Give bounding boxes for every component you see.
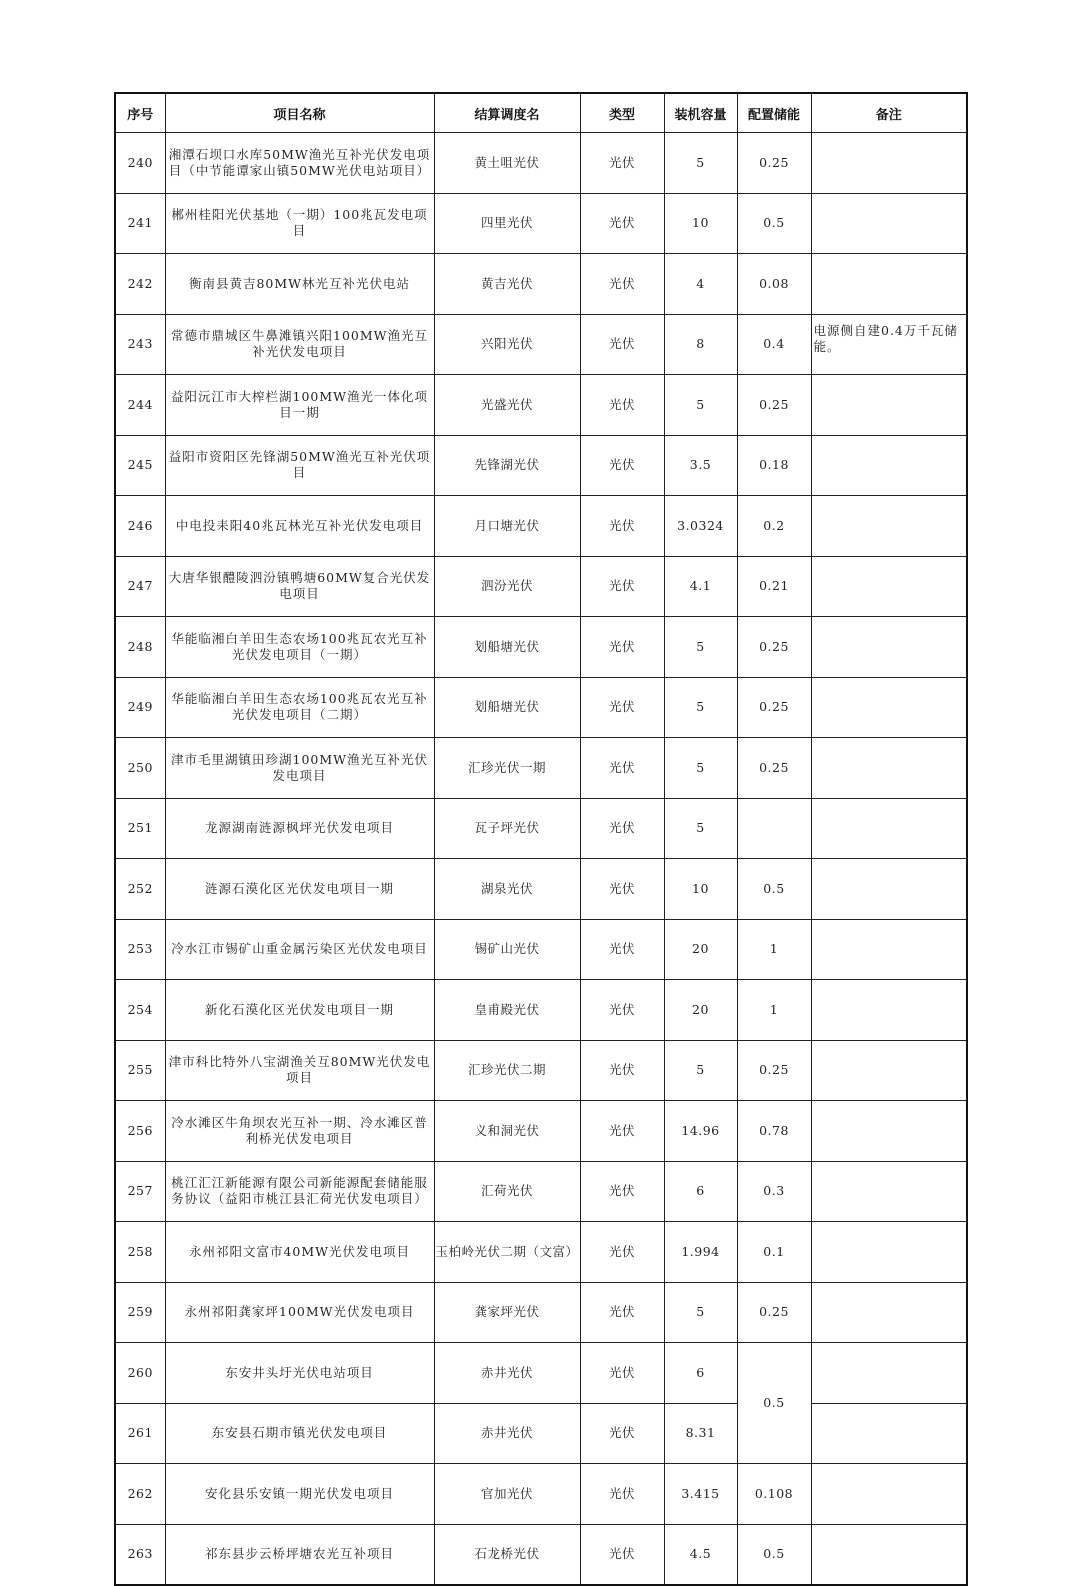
cell-storage: [737, 798, 811, 859]
cell-no: 254: [115, 980, 165, 1041]
cell-storage: 0.2: [737, 496, 811, 557]
table-row: [115, 1161, 967, 1222]
cell-type: 光伏: [580, 1040, 664, 1101]
cell-dispatch-name: 锡矿山光伏: [434, 919, 580, 980]
cell-capacity: 4.1: [664, 556, 737, 617]
cell-project-name: 龙源湖南涟源枫坪光伏发电项目: [165, 798, 434, 859]
cell-project-name: 桃江汇江新能源有限公司新能源配套储能服务协议（益阳市桃江县汇荷光伏发电项目）: [165, 1161, 434, 1222]
cell-project-name: 中电投耒阳40兆瓦林光互补光伏发电项目: [165, 496, 434, 557]
cell-no: 258: [115, 1222, 165, 1283]
cell-type: 光伏: [580, 1403, 664, 1464]
cell-type: 光伏: [580, 254, 664, 315]
cell-project-name: 永州祁阳文富市40MW光伏发电项目: [165, 1222, 434, 1283]
cell-note: [811, 859, 967, 920]
cell-note: [811, 919, 967, 980]
cell-dispatch-name: 光盛光伏: [434, 375, 580, 436]
cell-no: 261: [115, 1403, 165, 1464]
cell-type: 光伏: [580, 1343, 664, 1404]
cell-capacity: 3.5: [664, 435, 737, 496]
cell-dispatch-name: 赤井光伏: [434, 1343, 580, 1404]
cell-note: 电源侧自建0.4万千瓦储能。: [811, 314, 967, 375]
cell-note: [811, 1464, 967, 1525]
table-row: [115, 859, 967, 920]
cell-no: 246: [115, 496, 165, 557]
cell-capacity: 5: [664, 1282, 737, 1343]
cell-dispatch-name: 官加光伏: [434, 1464, 580, 1525]
cell-storage: 0.4: [737, 314, 811, 375]
cell-storage: 0.3: [737, 1161, 811, 1222]
cell-storage: 0.108: [737, 1464, 811, 1525]
cell-storage: 0.18: [737, 435, 811, 496]
cell-capacity: 8: [664, 314, 737, 375]
cell-no: 240: [115, 133, 165, 194]
cell-note: [811, 798, 967, 859]
header-type: 类型: [580, 93, 664, 133]
table-body: [115, 133, 967, 1586]
cell-note: [811, 556, 967, 617]
table-row: [115, 193, 967, 254]
cell-project-name: 祁东县步云桥坪塘农光互补项目: [165, 1524, 434, 1585]
cell-storage: 1: [737, 980, 811, 1041]
cell-no: 247: [115, 556, 165, 617]
project-table: [114, 92, 968, 1586]
cell-capacity: 20: [664, 980, 737, 1041]
cell-storage: 0.25: [737, 1282, 811, 1343]
cell-type: 光伏: [580, 859, 664, 920]
cell-note: [811, 375, 967, 436]
cell-note: [811, 1161, 967, 1222]
cell-note: [811, 254, 967, 315]
cell-capacity: 6: [664, 1343, 737, 1404]
cell-type: 光伏: [580, 617, 664, 678]
cell-type: 光伏: [580, 314, 664, 375]
cell-note: [811, 193, 967, 254]
cell-dispatch-name: 汇荷光伏: [434, 1161, 580, 1222]
cell-capacity: 8.31: [664, 1403, 737, 1464]
cell-project-name: 新化石漠化区光伏发电项目一期: [165, 980, 434, 1041]
header-name: 项目名称: [165, 93, 434, 133]
cell-project-name: 衡南县黄吉80MW林光互补光伏电站: [165, 254, 434, 315]
cell-dispatch-name: 汇珍光伏一期: [434, 738, 580, 799]
cell-dispatch-name: 四里光伏: [434, 193, 580, 254]
cell-type: 光伏: [580, 1282, 664, 1343]
cell-capacity: 14.96: [664, 1101, 737, 1162]
table-row: [115, 677, 967, 738]
cell-storage: 0.25: [737, 738, 811, 799]
cell-dispatch-name: 划船塘光伏: [434, 677, 580, 738]
cell-note: [811, 617, 967, 678]
cell-note: [811, 1403, 967, 1464]
cell-no: 249: [115, 677, 165, 738]
cell-note: [811, 1040, 967, 1101]
cell-storage: 0.08: [737, 254, 811, 315]
table-row: [115, 435, 967, 496]
cell-no: 243: [115, 314, 165, 375]
cell-project-name: 东安井头圩光伏电站项目: [165, 1343, 434, 1404]
cell-capacity: 4: [664, 254, 737, 315]
cell-storage: 0.25: [737, 1040, 811, 1101]
cell-project-name: 东安县石期市镇光伏发电项目: [165, 1403, 434, 1464]
cell-dispatch-name: 兴阳光伏: [434, 314, 580, 375]
cell-dispatch-name: 月口塘光伏: [434, 496, 580, 557]
header-no: 序号: [115, 93, 165, 133]
header-storage: 配置储能: [737, 93, 811, 133]
cell-project-name: 津市毛里湖镇田珍湖100MW渔光互补光伏发电项目: [165, 738, 434, 799]
cell-no: 252: [115, 859, 165, 920]
cell-dispatch-name: 瓦子坪光伏: [434, 798, 580, 859]
cell-capacity: 5: [664, 617, 737, 678]
cell-dispatch-name: 黄土咀光伏: [434, 133, 580, 194]
table-row: [115, 798, 967, 859]
cell-note: [811, 1524, 967, 1585]
cell-capacity: 5: [664, 375, 737, 436]
cell-type: 光伏: [580, 798, 664, 859]
cell-no: 256: [115, 1101, 165, 1162]
table-row: [115, 1282, 967, 1343]
cell-dispatch-name: 赤井光伏: [434, 1403, 580, 1464]
cell-note: [811, 1222, 967, 1283]
cell-project-name: 津市科比特外八宝湖渔关互80MW光伏发电项目: [165, 1040, 434, 1101]
header-capacity: 装机容量: [664, 93, 737, 133]
cell-note: [811, 738, 967, 799]
cell-storage: 0.5: [737, 193, 811, 254]
cell-capacity: 10: [664, 193, 737, 254]
cell-no: 260: [115, 1343, 165, 1404]
cell-capacity: 3.0324: [664, 496, 737, 557]
cell-project-name: 湘潭石坝口水库50MW渔光互补光伏发电项目（中节能谭家山镇50MW光伏电站项目）: [165, 133, 434, 194]
cell-type: 光伏: [580, 1464, 664, 1525]
cell-no: 242: [115, 254, 165, 315]
cell-no: 255: [115, 1040, 165, 1101]
cell-dispatch-name: 泗汾光伏: [434, 556, 580, 617]
cell-dispatch-name: 汇珍光伏二期: [434, 1040, 580, 1101]
cell-type: 光伏: [580, 677, 664, 738]
cell-dispatch-name: 石龙桥光伏: [434, 1524, 580, 1585]
cell-capacity: 5: [664, 738, 737, 799]
cell-project-name: 冷水江市锡矿山重金属污染区光伏发电项目: [165, 919, 434, 980]
table-row: [115, 1222, 967, 1283]
cell-storage: 0.25: [737, 617, 811, 678]
cell-capacity: 5: [664, 133, 737, 194]
cell-no: 241: [115, 193, 165, 254]
cell-dispatch-name: 先锋湖光伏: [434, 435, 580, 496]
cell-storage: 0.5: [737, 1343, 811, 1464]
table-row: [115, 1343, 967, 1404]
cell-note: [811, 1101, 967, 1162]
cell-type: 光伏: [580, 980, 664, 1041]
cell-type: 光伏: [580, 193, 664, 254]
cell-no: 257: [115, 1161, 165, 1222]
table-row: [115, 133, 967, 194]
cell-storage: 1: [737, 919, 811, 980]
cell-type: 光伏: [580, 1524, 664, 1585]
cell-no: 263: [115, 1524, 165, 1585]
cell-capacity: 5: [664, 798, 737, 859]
table-row: [115, 496, 967, 557]
table-row: [115, 1464, 967, 1525]
header-note: 备注: [811, 93, 967, 133]
table-row: [115, 254, 967, 315]
cell-storage: 0.25: [737, 375, 811, 436]
cell-project-name: 安化县乐安镇一期光伏发电项目: [165, 1464, 434, 1525]
cell-dispatch-name: 黄吉光伏: [434, 254, 580, 315]
cell-capacity: 5: [664, 677, 737, 738]
table-row: [115, 980, 967, 1041]
cell-project-name: 华能临湘白羊田生态农场100兆瓦农光互补光伏发电项目（一期）: [165, 617, 434, 678]
cell-no: 251: [115, 798, 165, 859]
cell-dispatch-name: 划船塘光伏: [434, 617, 580, 678]
cell-no: 253: [115, 919, 165, 980]
cell-dispatch-name: 玉柏岭光伏二期（文富）: [434, 1222, 580, 1283]
cell-project-name: 益阳市资阳区先锋湖50MW渔光互补光伏项目: [165, 435, 434, 496]
cell-note: [811, 496, 967, 557]
table-row: [115, 617, 967, 678]
cell-project-name: 永州祁阳龚家坪100MW光伏发电项目: [165, 1282, 434, 1343]
cell-dispatch-name: 湖泉光伏: [434, 859, 580, 920]
table-row: [115, 375, 967, 436]
table-row: [115, 314, 967, 375]
cell-storage: 0.21: [737, 556, 811, 617]
cell-no: 262: [115, 1464, 165, 1525]
table-row: [115, 1040, 967, 1101]
cell-capacity: 20: [664, 919, 737, 980]
cell-capacity: 3.415: [664, 1464, 737, 1525]
cell-type: 光伏: [580, 1161, 664, 1222]
cell-capacity: 6: [664, 1161, 737, 1222]
cell-capacity: 5: [664, 1040, 737, 1101]
table-row: [115, 1101, 967, 1162]
cell-storage: 0.78: [737, 1101, 811, 1162]
cell-note: [811, 677, 967, 738]
cell-type: 光伏: [580, 738, 664, 799]
cell-type: 光伏: [580, 556, 664, 617]
cell-note: [811, 1343, 967, 1404]
header-row: [115, 93, 967, 133]
cell-no: 244: [115, 375, 165, 436]
header-dispatch: 结算调度名: [434, 93, 580, 133]
cell-type: 光伏: [580, 375, 664, 436]
cell-storage: 0.5: [737, 859, 811, 920]
cell-storage: 0.25: [737, 133, 811, 194]
table-row: [115, 1524, 967, 1585]
cell-type: 光伏: [580, 496, 664, 557]
cell-capacity: 4.5: [664, 1524, 737, 1585]
cell-dispatch-name: 皇甫殿光伏: [434, 980, 580, 1041]
cell-note: [811, 133, 967, 194]
cell-project-name: 常德市鼎城区牛鼻滩镇兴阳100MW渔光互补光伏发电项目: [165, 314, 434, 375]
cell-project-name: 华能临湘白羊田生态农场100兆瓦农光互补光伏发电项目（二期）: [165, 677, 434, 738]
table-row: [115, 1403, 967, 1464]
cell-capacity: 1.994: [664, 1222, 737, 1283]
cell-project-name: 郴州桂阳光伏基地（一期）100兆瓦发电项目: [165, 193, 434, 254]
cell-no: 245: [115, 435, 165, 496]
cell-note: [811, 435, 967, 496]
cell-storage: 0.5: [737, 1524, 811, 1585]
table-row: [115, 556, 967, 617]
cell-project-name: 益阳沅江市大榨栏湖100MW渔光一体化项目一期: [165, 375, 434, 436]
cell-type: 光伏: [580, 435, 664, 496]
cell-no: 259: [115, 1282, 165, 1343]
cell-type: 光伏: [580, 1101, 664, 1162]
cell-note: [811, 1282, 967, 1343]
table-header: [115, 93, 967, 133]
cell-project-name: 大唐华银醴陵泗汾镇鸭塘60MW复合光伏发电项目: [165, 556, 434, 617]
cell-project-name: 冷水滩区牛角坝农光互补一期、冷水滩区普利桥光伏发电项目: [165, 1101, 434, 1162]
table-row: [115, 919, 967, 980]
cell-dispatch-name: 义和洞光伏: [434, 1101, 580, 1162]
cell-type: 光伏: [580, 133, 664, 194]
cell-capacity: 10: [664, 859, 737, 920]
cell-note: [811, 980, 967, 1041]
table-row: [115, 738, 967, 799]
cell-no: 250: [115, 738, 165, 799]
cell-storage: 0.1: [737, 1222, 811, 1283]
cell-storage: 0.25: [737, 677, 811, 738]
cell-project-name: 涟源石漠化区光伏发电项目一期: [165, 859, 434, 920]
cell-type: 光伏: [580, 1222, 664, 1283]
cell-no: 248: [115, 617, 165, 678]
cell-dispatch-name: 龚家坪光伏: [434, 1282, 580, 1343]
cell-type: 光伏: [580, 919, 664, 980]
